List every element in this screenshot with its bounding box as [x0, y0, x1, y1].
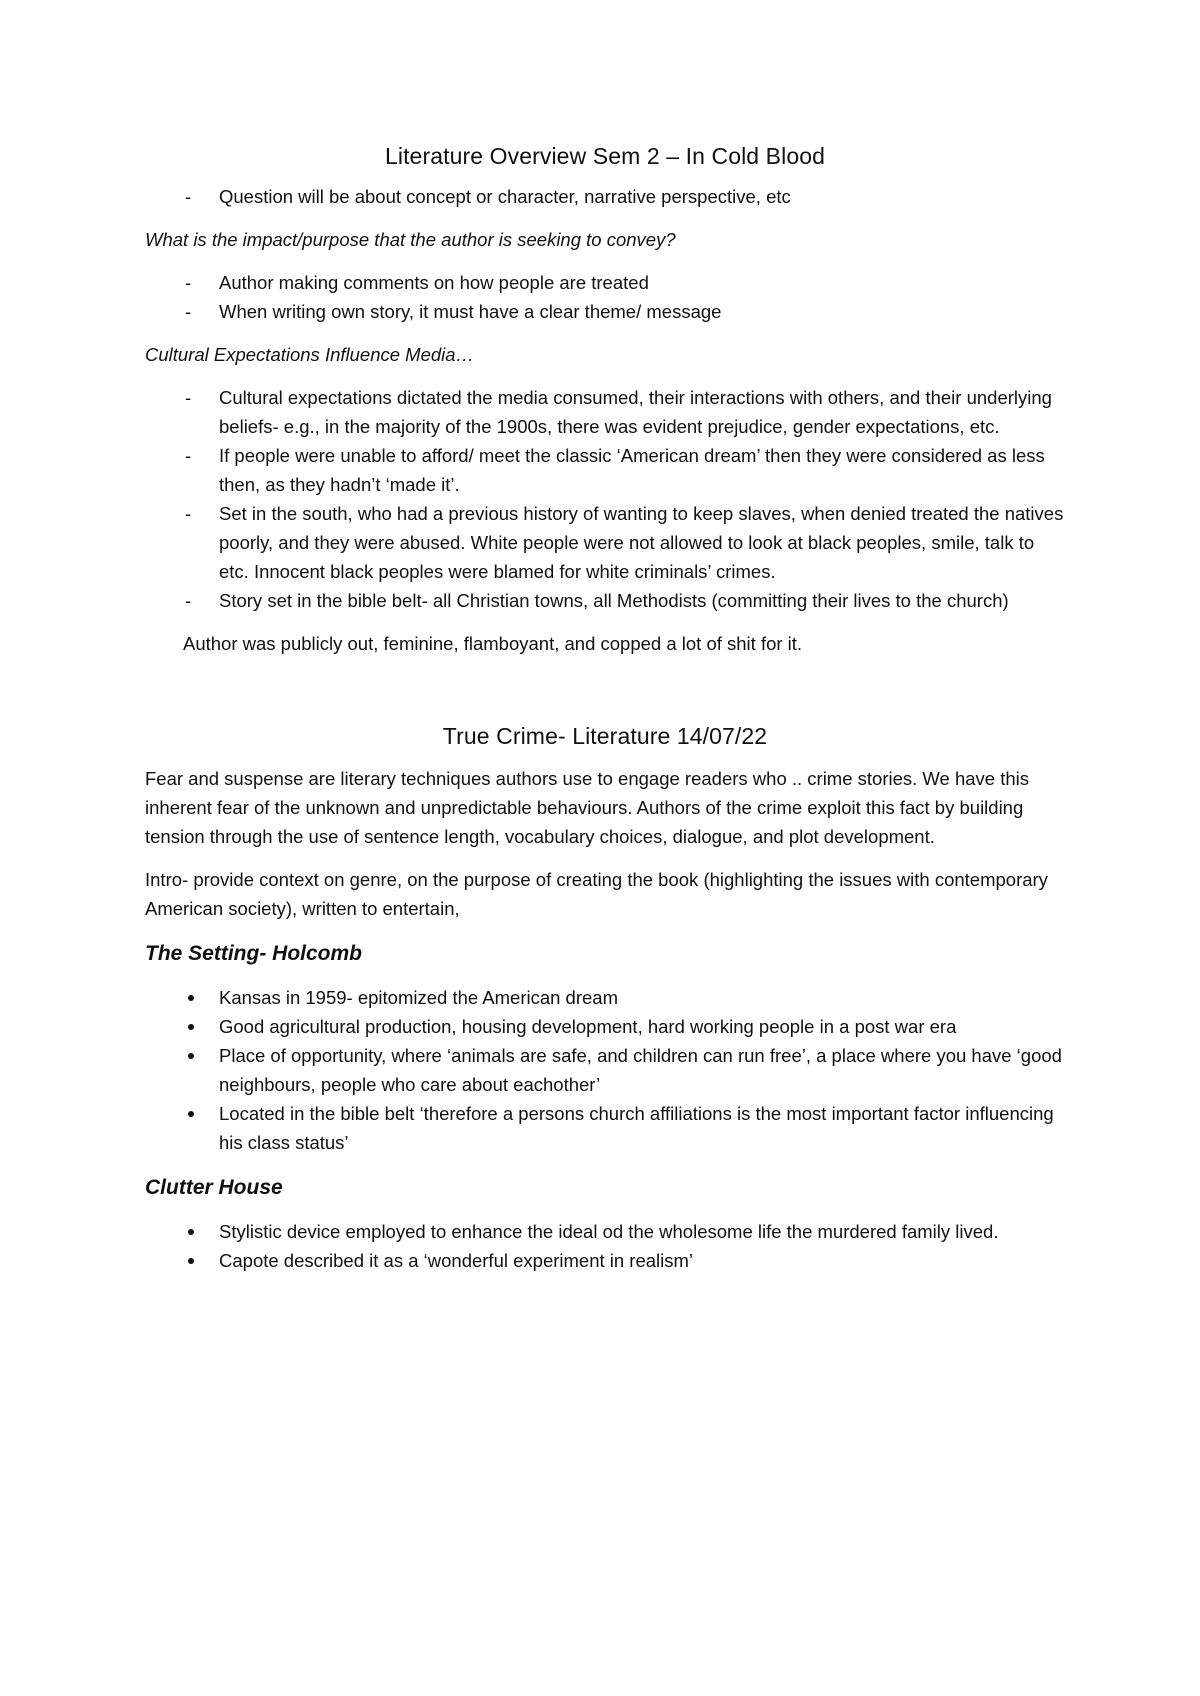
clutter-list — [145, 1217, 1065, 1275]
setting-list — [145, 983, 1065, 1157]
cultural-heading: Cultural Expectations Influence Media… — [145, 344, 475, 365]
list-item: Located in the bible belt ‘therefore a persons church affiliations is the most important factor influencing his class status’ — [145, 1099, 1065, 1157]
list-item: Stylistic device employed to enhance the ideal od the wholesome life the murdered family lived. — [145, 1217, 1065, 1246]
cultural-list — [145, 383, 1065, 615]
paragraph: Intro- provide context on genre, on the purpose of creating the book (highlighting the issues with contemporary American society), written to entertain, — [145, 869, 1048, 919]
list-item: - Set in the south, who had a previous history of wanting to keep slaves, when denied treated the natives poorly, and they were abused. White people were not allowed to look at black peoples, smile, talk to etc. Innocent black peoples were blamed for white criminals’ crimes. — [145, 499, 1065, 586]
paragraph: Fear and suspense are literary techniques authors use to engage readers who .. crime stories. We have this inherent fear of the unknown and unpredictable behaviours. Authors of the crime exploit this fact by building tension through the use of sentence length, vocabulary choices, dialogue, and plot development. — [145, 768, 1030, 847]
list-item: Capote described it as a ‘wonderful experiment in realism’ — [145, 1246, 1065, 1275]
list-item: Place of opportunity, where ‘animals are safe, and children can run free’, a place where you have ‘good neighbours, people who care about eachother’ — [145, 1041, 1065, 1099]
clutter-heading: Clutter House — [145, 1176, 283, 1199]
author-note: Author was publicly out, feminine, flamboyant, and copped a lot of shit for it. — [183, 633, 803, 654]
list-item: - Cultural expectations dictated the media consumed, their interactions with others, and their underlying beliefs- e.g., in the majority of the 1900s, there was evident prejudice, gender expectations, etc. — [145, 383, 1065, 441]
intro-list — [145, 182, 1065, 211]
list-item: Kansas in 1959- epitomized the American dream — [145, 983, 1065, 1012]
document-content — [145, 140, 1065, 1275]
list-item: - Author making comments on how people are treated — [145, 268, 1065, 297]
question-heading: What is the impact/purpose that the author is seeking to convey? — [145, 229, 676, 250]
list-item: Good agricultural production, housing development, hard working people in a post war era — [145, 1012, 1065, 1041]
list-item: - When writing own story, it must have a clear theme/ message — [145, 297, 1065, 326]
list-item: - Question will be about concept or character, narrative perspective, etc — [145, 182, 1065, 211]
list-item: - If people were unable to afford/ meet the classic ‘American dream’ then they were considered as less then, as they hadn’t ‘made it’. — [145, 441, 1065, 499]
setting-heading: The Setting- Holcomb — [145, 942, 362, 965]
list-item: - Story set in the bible belt- all Christian towns, all Methodists (committing their lives to the church) — [145, 586, 1065, 615]
section-title: True Crime- Literature 14/07/22 — [442, 723, 768, 749]
page-title: Literature Overview Sem 2 – In Cold Blood — [384, 143, 826, 169]
question-list — [145, 268, 1065, 326]
